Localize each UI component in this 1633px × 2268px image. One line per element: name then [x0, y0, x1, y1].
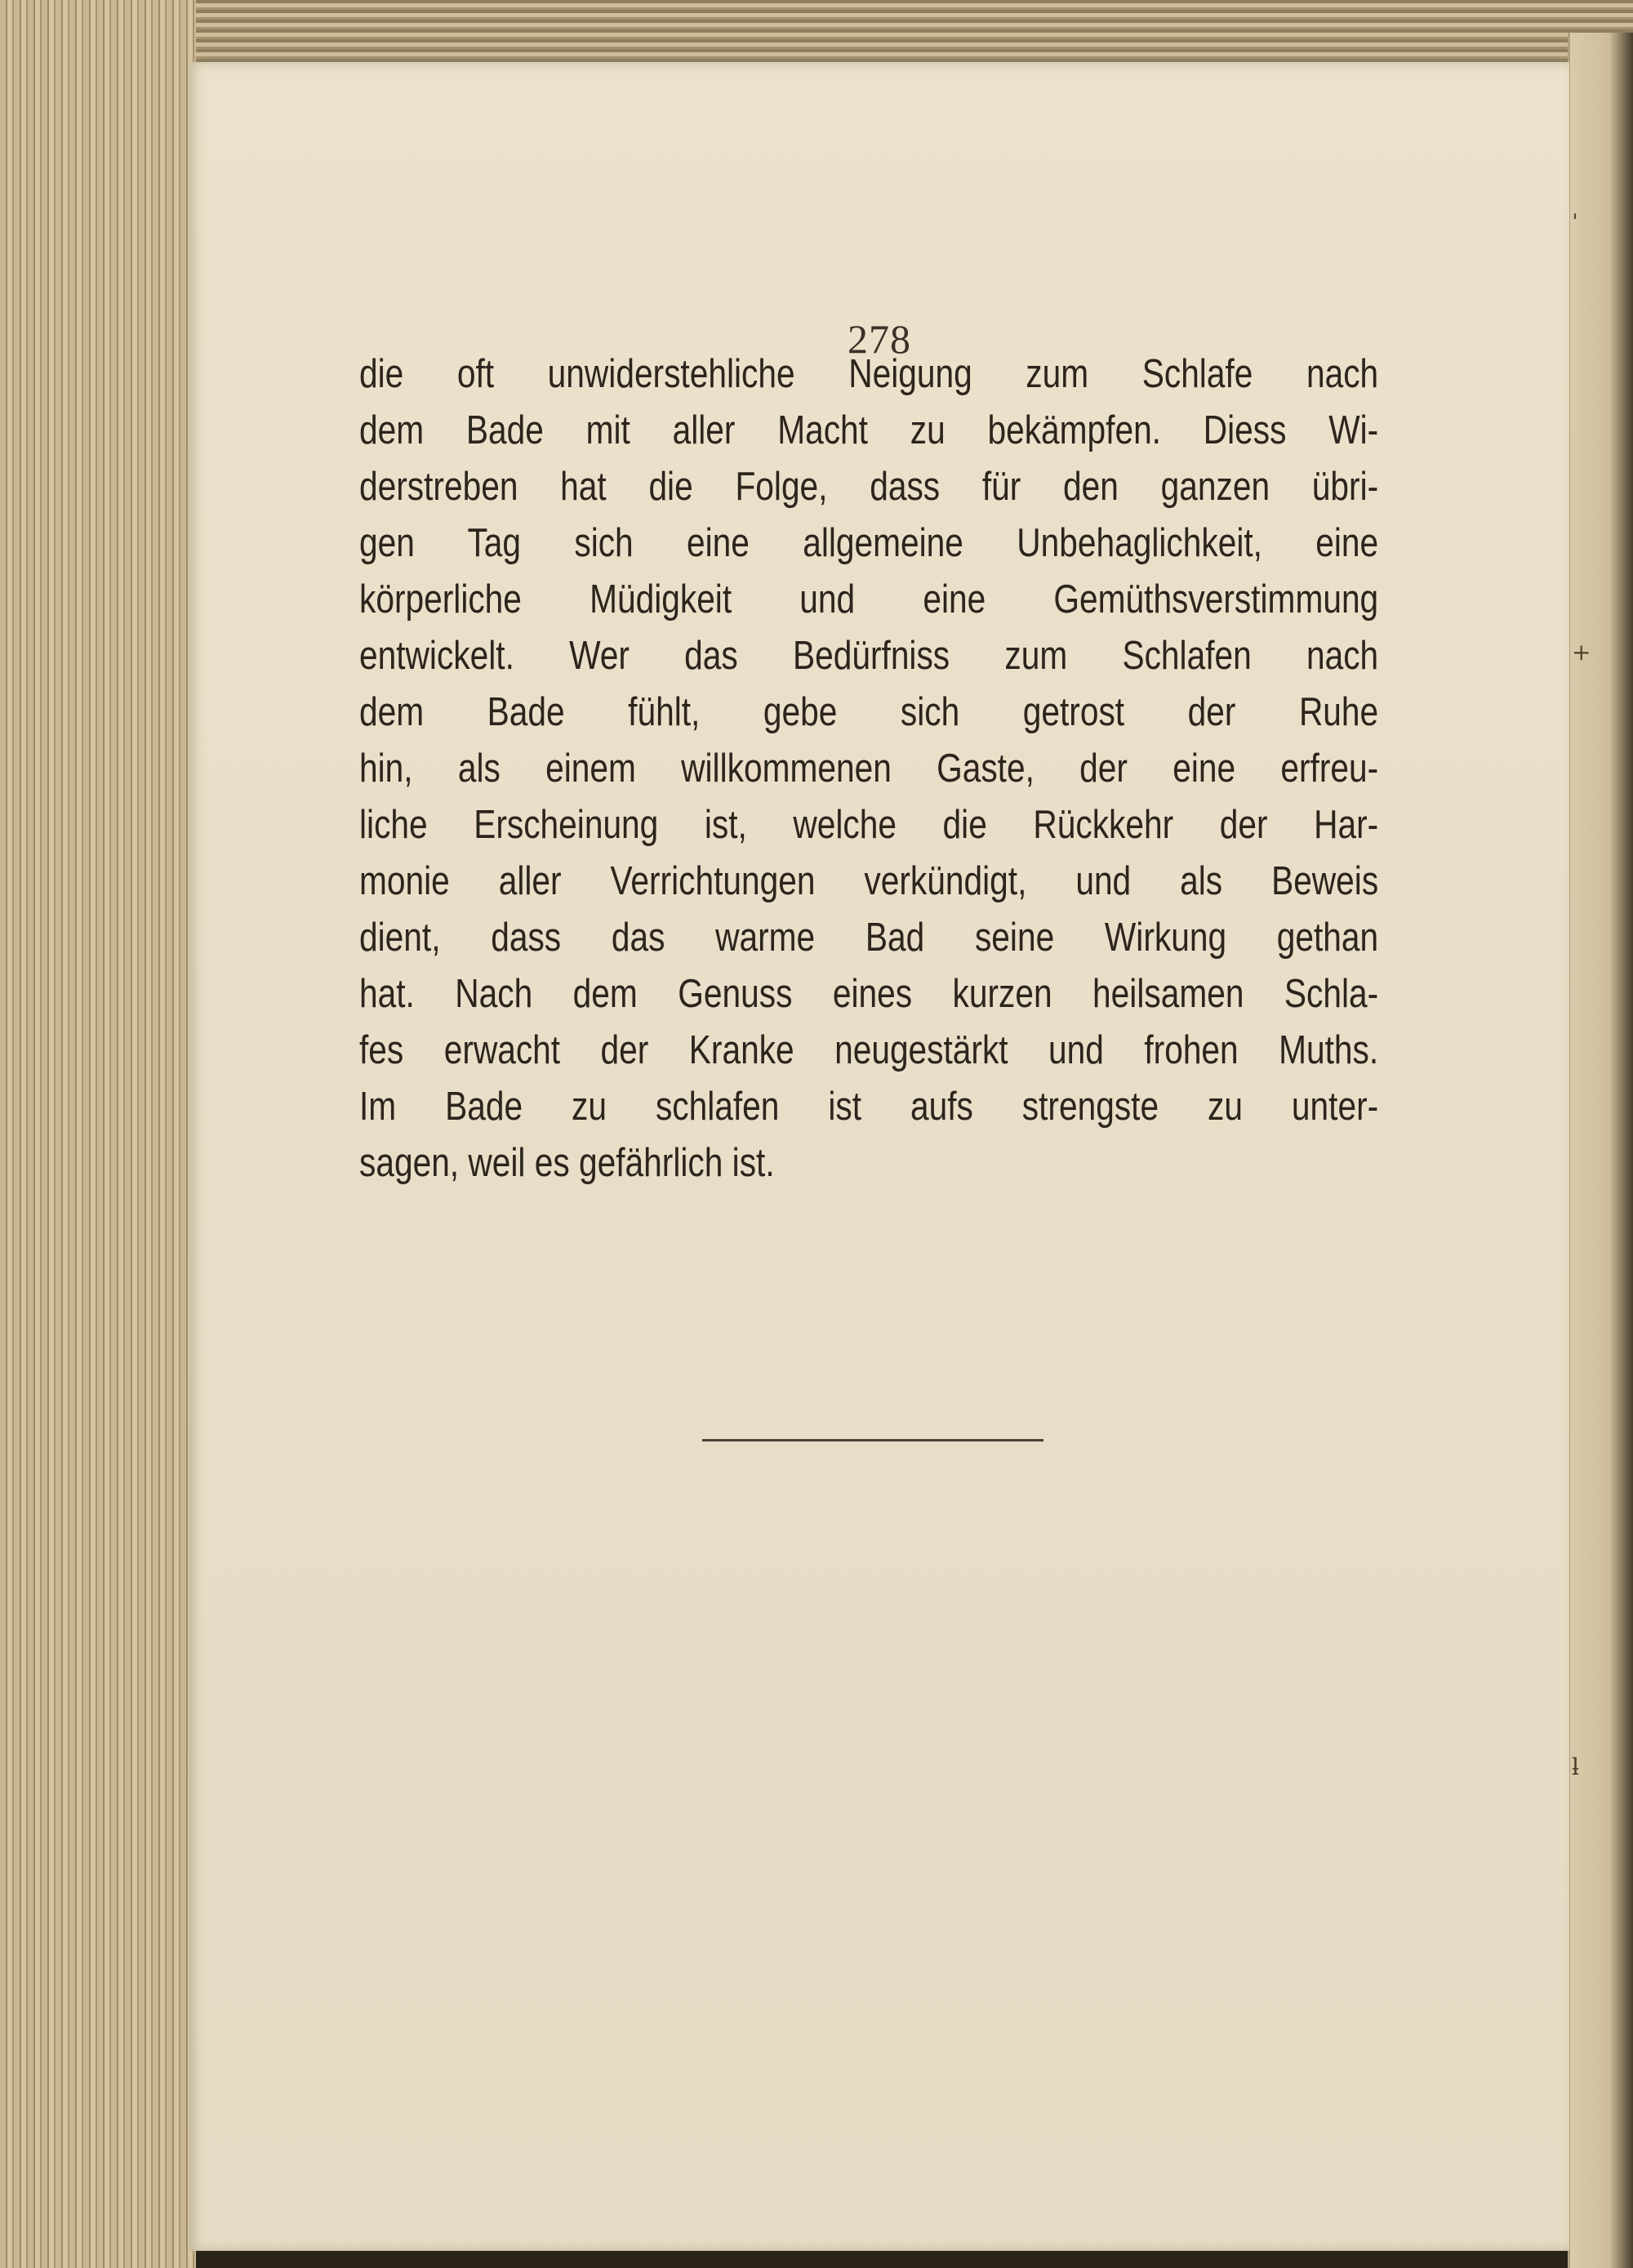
margin-mark: ˈ: [1572, 210, 1578, 237]
text-line: derstreben hat die Folge, dass für den ganzen übri-: [359, 465, 1379, 509]
text-line: hat. Nach dem Genuss eines kurzen heilsamen Schla-: [359, 972, 1379, 1016]
page-body-text: [359, 346, 1378, 1192]
facing-page-edge: [1568, 33, 1633, 2268]
text-line: monie aller Verrichtungen verkündigt, und als Beweis: [359, 859, 1379, 903]
margin-mark: +: [1572, 639, 1591, 666]
text-line: Im Bade zu schlafen ist aufs strengste zu unter-: [359, 1085, 1379, 1129]
text-line: dient, dass das warme Bad seine Wirkung gethan: [359, 916, 1379, 960]
margin-mark: ƚ: [1572, 1753, 1579, 1780]
text-line: liche Erscheinung ist, welche die Rückkehr der Har-: [359, 803, 1379, 847]
text-line: sagen, weil es gefährlich ist.: [359, 1141, 775, 1185]
text-line: körperliche Müdigkeit und eine Gemüthsverstimmung: [359, 577, 1379, 622]
book-page-edges: [0, 0, 196, 2268]
text-line: dem Bade mit aller Macht zu bekämpfen. Diess Wi-: [359, 408, 1379, 452]
text-line: fes erwacht der Kranke neugestärkt und frohen Muths.: [359, 1028, 1379, 1072]
text-line: die oft unwiderstehliche Neigung zum Schlafe nach: [359, 352, 1379, 396]
text-line: entwickelt. Wer das Bedürfniss zum Schlafen nach: [359, 634, 1379, 678]
text-line: gen Tag sich eine allgemeine Unbehaglichkeit, eine: [359, 521, 1379, 565]
page-number: 278: [848, 316, 911, 362]
section-end-rule: [702, 1439, 1043, 1441]
text-line: hin, als einem willkommenen Gaste, der eine erfreu-: [359, 746, 1379, 791]
text-line: dem Bade fühlt, gebe sich getrost der Ruhe: [359, 690, 1379, 734]
